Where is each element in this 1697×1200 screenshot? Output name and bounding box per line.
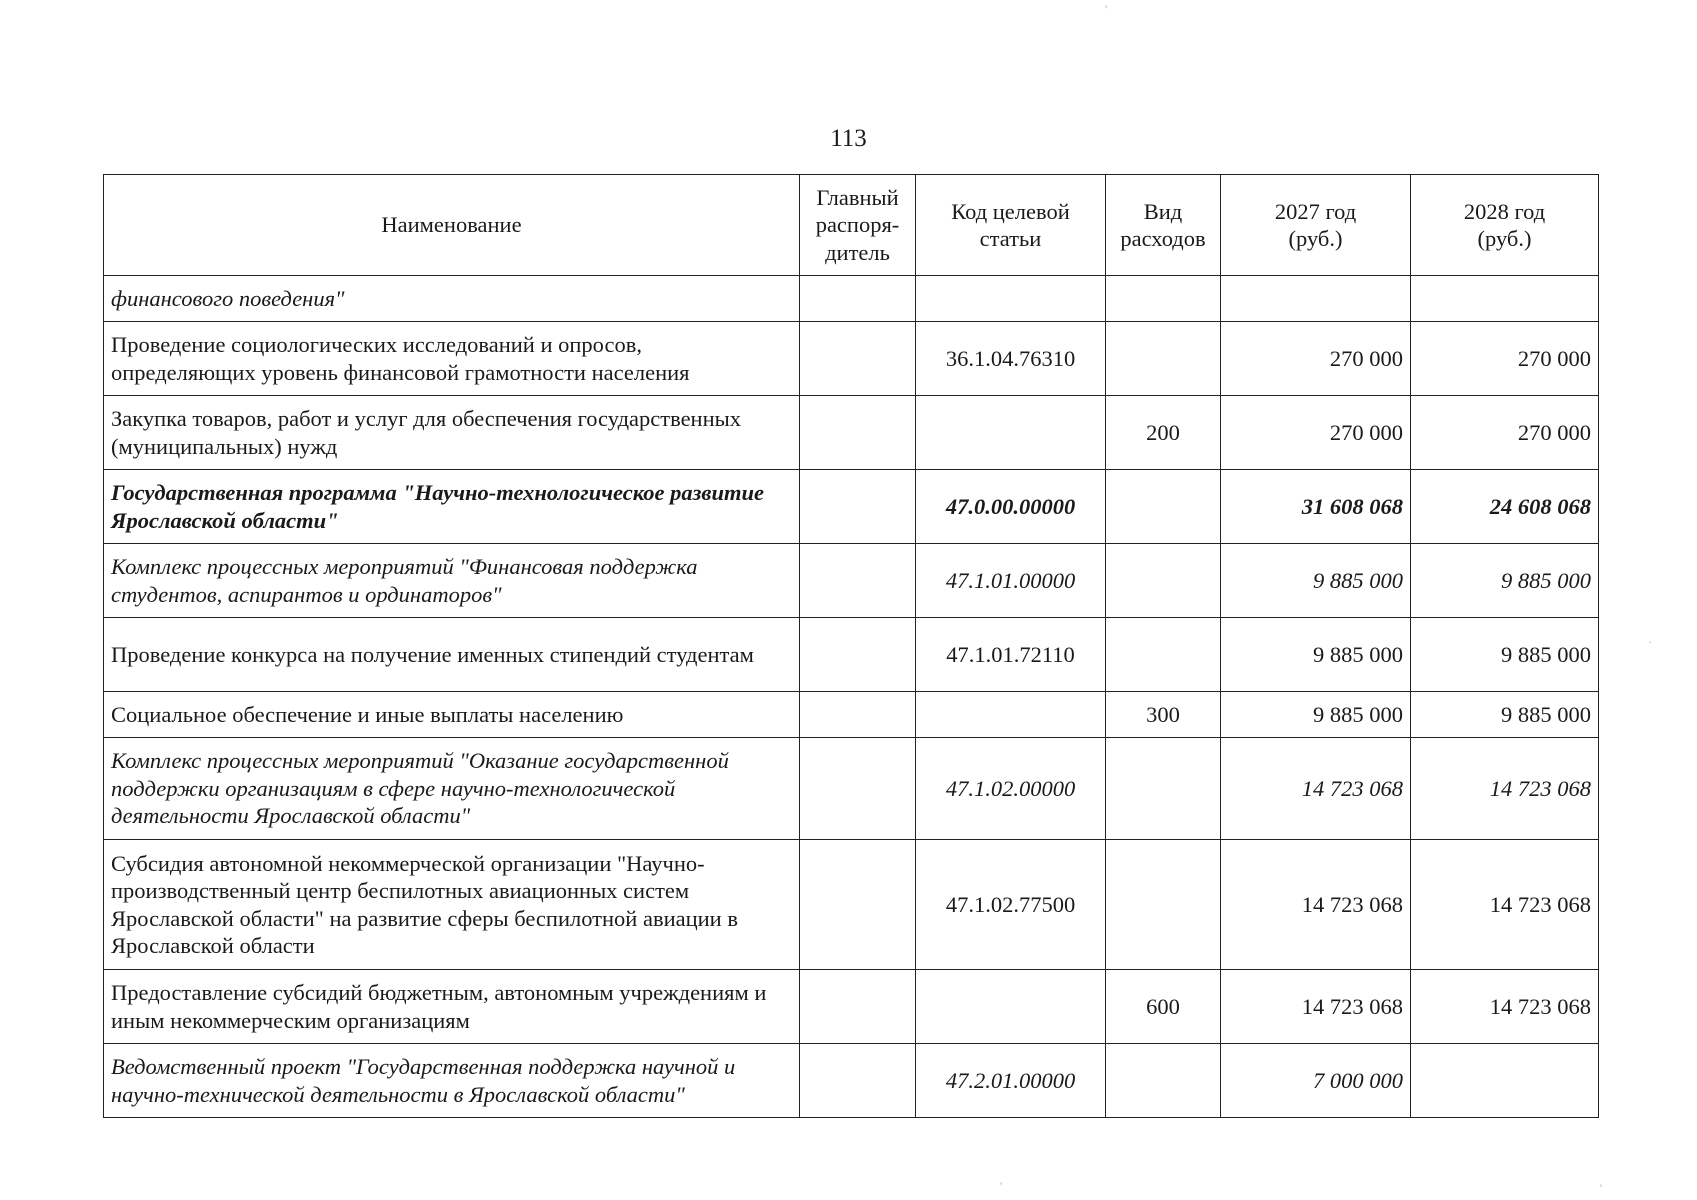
row-code: [916, 396, 1106, 470]
row-type: 300: [1106, 692, 1221, 738]
table-row: [104, 738, 1599, 840]
header-code: Код целевой статьи: [916, 175, 1106, 276]
row-name: финансового поведения": [104, 276, 800, 322]
row-2027: 9 885 000: [1221, 692, 1411, 738]
budget-table: [103, 174, 1599, 1118]
row-code: 36.1.04.76310: [916, 322, 1106, 396]
row-name: Социальное обеспечение и иные выплаты населению: [104, 692, 800, 738]
row-code: [916, 276, 1106, 322]
row-admin: [800, 470, 916, 544]
row-2028: 14 723 068: [1411, 738, 1599, 840]
header-name: Наименование: [104, 175, 800, 276]
scan-speck: ·: [1648, 635, 1652, 649]
table-row: [104, 276, 1599, 322]
row-admin: [800, 840, 916, 970]
header-row: [104, 175, 1599, 276]
row-2027: 270 000: [1221, 322, 1411, 396]
row-type: [1106, 840, 1221, 970]
table-row: [104, 544, 1599, 618]
row-name: Комплекс процессных мероприятий "Финансовая поддержка студентов, аспирантов и ординаторов": [104, 544, 800, 618]
row-code: 47.0.00.00000: [916, 470, 1106, 544]
row-name: Проведение социологических исследований и опросов, определяющих уровень финансовой грамотности населения: [104, 322, 800, 396]
table-row: [104, 1044, 1599, 1118]
row-code: [916, 970, 1106, 1044]
row-name: Ведомственный проект "Государственная поддержка научной и научно-технической деятельности в Ярославской области": [104, 1044, 800, 1118]
row-2028: 9 885 000: [1411, 692, 1599, 738]
row-2028: 14 723 068: [1411, 970, 1599, 1044]
row-2028: 9 885 000: [1411, 618, 1599, 692]
row-name: Субсидия автономной некоммерческой организации "Научно-производственный центр беспилотных авиационных систем Ярославской области" на развитие сферы беспилотной авиации в Ярославской области: [104, 840, 800, 970]
table-row: [104, 618, 1599, 692]
table-row: [104, 470, 1599, 544]
row-admin: [800, 692, 916, 738]
row-admin: [800, 738, 916, 840]
table-row: [104, 840, 1599, 970]
row-code: [916, 692, 1106, 738]
row-admin: [800, 618, 916, 692]
scan-speck: ': [1105, 2, 1108, 16]
row-2027: 270 000: [1221, 396, 1411, 470]
row-2028: 270 000: [1411, 322, 1599, 396]
table-row: [104, 970, 1599, 1044]
row-2027: 7 000 000: [1221, 1044, 1411, 1118]
page-number: 113: [830, 125, 867, 152]
row-name: Государственная программа "Научно-технологическое развитие Ярославской области": [104, 470, 800, 544]
header-admin: Главный распоря-дитель: [800, 175, 916, 276]
row-2027: 14 723 068: [1221, 970, 1411, 1044]
row-2028: [1411, 1044, 1599, 1118]
row-2028: [1411, 276, 1599, 322]
scan-speck: ': [1600, 1181, 1603, 1195]
header-2027: 2027 год (руб.): [1221, 175, 1411, 276]
row-2028: 14 723 068: [1411, 840, 1599, 970]
row-admin: [800, 276, 916, 322]
row-2027: 9 885 000: [1221, 544, 1411, 618]
row-code: 47.1.01.00000: [916, 544, 1106, 618]
row-type: [1106, 738, 1221, 840]
header-type: Вид расходов: [1106, 175, 1221, 276]
row-name: Комплекс процессных мероприятий "Оказание государственной поддержки организациям в сфере научно-технологической деятельности Ярославской области": [104, 738, 800, 840]
row-admin: [800, 396, 916, 470]
row-2027: 14 723 068: [1221, 840, 1411, 970]
row-code: 47.1.01.72110: [916, 618, 1106, 692]
row-admin: [800, 970, 916, 1044]
row-2027: 31 608 068: [1221, 470, 1411, 544]
row-name: Проведение конкурса на получение именных стипендий студентам: [104, 618, 800, 692]
row-code: 47.1.02.00000: [916, 738, 1106, 840]
header-2028: 2028 год (руб.): [1411, 175, 1599, 276]
row-admin: [800, 322, 916, 396]
table-row: [104, 322, 1599, 396]
row-2028: 270 000: [1411, 396, 1599, 470]
row-2027: 14 723 068: [1221, 738, 1411, 840]
row-type: 600: [1106, 970, 1221, 1044]
row-type: [1106, 322, 1221, 396]
row-type: [1106, 276, 1221, 322]
row-2028: 9 885 000: [1411, 544, 1599, 618]
table-row: [104, 692, 1599, 738]
row-2028: 24 608 068: [1411, 470, 1599, 544]
row-admin: [800, 1044, 916, 1118]
scan-speck: ': [1000, 1179, 1003, 1193]
row-type: [1106, 470, 1221, 544]
table-row: [104, 396, 1599, 470]
row-type: [1106, 544, 1221, 618]
row-type: [1106, 618, 1221, 692]
row-name: Предоставление субсидий бюджетным, автономным учреждениям и иным некоммерческим организациям: [104, 970, 800, 1044]
row-type: [1106, 1044, 1221, 1118]
row-type: 200: [1106, 396, 1221, 470]
row-code: 47.1.02.77500: [916, 840, 1106, 970]
row-code: 47.2.01.00000: [916, 1044, 1106, 1118]
row-2027: [1221, 276, 1411, 322]
row-2027: 9 885 000: [1221, 618, 1411, 692]
row-name: Закупка товаров, работ и услуг для обеспечения государственных (муниципальных) нужд: [104, 396, 800, 470]
row-admin: [800, 544, 916, 618]
